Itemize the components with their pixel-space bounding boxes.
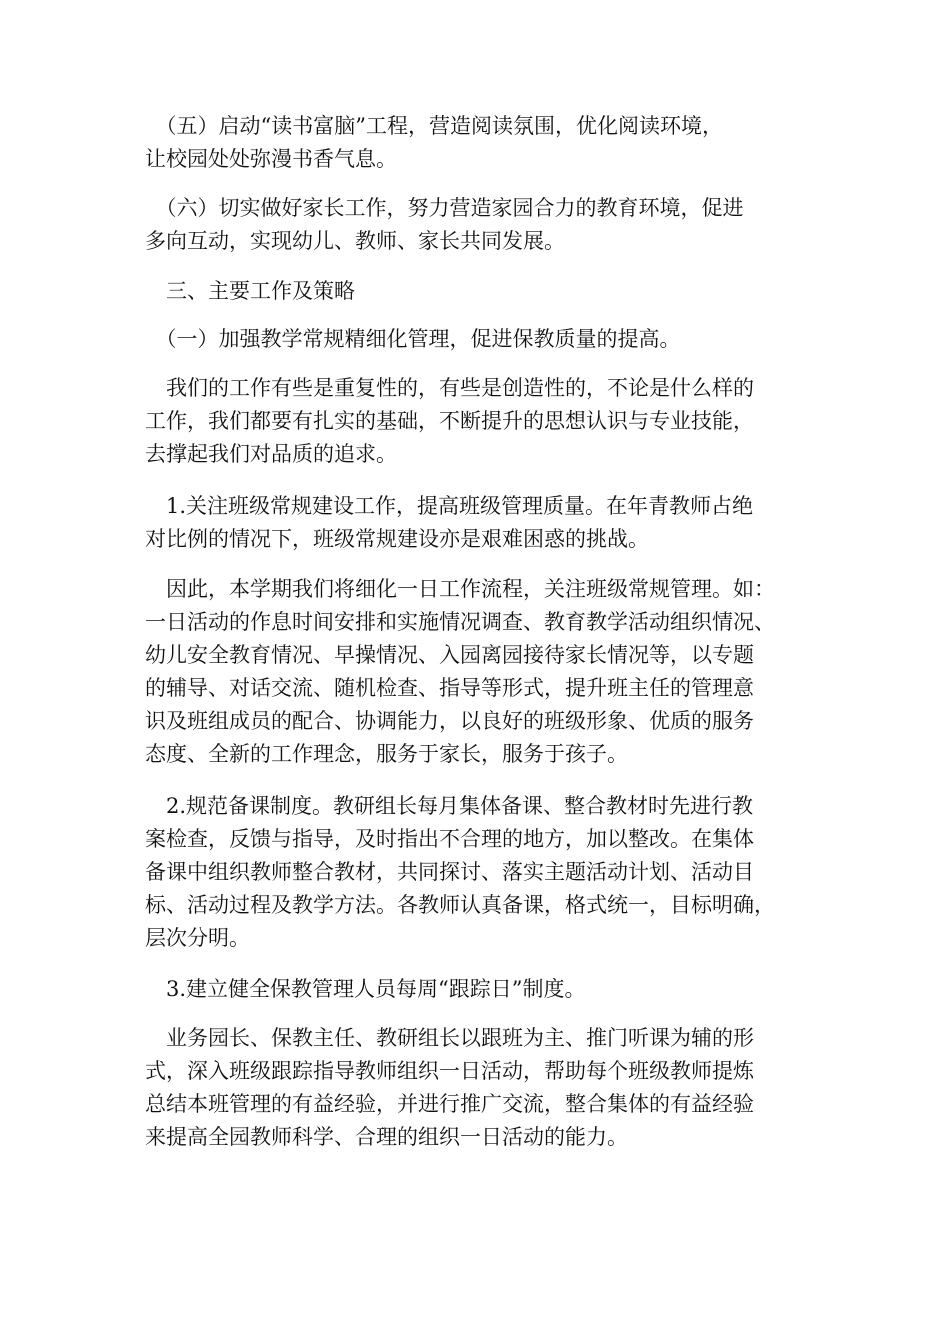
text-line: 2.规范备课制度。教研组长每月集体备课、整合教材时先进行教 — [145, 794, 754, 818]
paragraph-item-2 — [145, 790, 825, 955]
text-line: 一日活动的作息时间安排和实施情况调查、教育教学活动组织情况、 — [145, 610, 775, 634]
text-line: 层次分明。 — [145, 926, 250, 950]
text-line: 去撑起我们对品质的追求。 — [145, 442, 397, 466]
paragraph-work-nature — [145, 372, 825, 471]
paragraph-tracking-day — [145, 1022, 825, 1154]
text-line: 态度、全新的工作理念，服务于家长，服务于孩子。 — [145, 742, 628, 766]
paragraph-item-1 — [145, 490, 825, 556]
text-line: 对比例的情况下，班级常规建设亦是艰难困惑的挑战。 — [145, 527, 649, 551]
text-line: 1.关注班级常规建设工作，提高班级管理质量。在年青教师占绝 — [145, 494, 754, 518]
text-line: 的辅导、对话交流、随机检查、指导等形式，提升班主任的管理意 — [145, 676, 754, 700]
paragraph-parent-work — [145, 192, 825, 258]
text-line: 总结本班管理的有益经验，并进行推广交流，整合集体的有益经验 — [145, 1092, 754, 1116]
text-line: 识及班组成员的配合、协调能力，以良好的班级形象、优质的服务 — [145, 709, 754, 733]
paragraph-item-3 — [145, 973, 825, 1006]
text-line: （五）启动“读书富脑”工程，营造阅读氛围，优化阅读环境， — [145, 114, 723, 138]
text-line: 三、主要工作及策略 — [145, 279, 355, 303]
subheading-teaching-routine — [145, 323, 825, 356]
section-heading-main-work — [145, 275, 825, 308]
text-line: 让校园处处弥漫书香气息。 — [145, 147, 397, 171]
text-line: 因此，本学期我们将细化一日工作流程，关注班级常规管理。如： — [145, 577, 775, 601]
text-line: 式，深入班级跟踪指导教师组织一日活动，帮助每个班级教师提炼 — [145, 1059, 754, 1083]
text-line: 标、活动过程及教学方法。各教师认真备课，格式统一，目标明确， — [145, 893, 775, 917]
text-line: （一）加强教学常规精细化管理，促进保教质量的提高。 — [145, 327, 681, 351]
text-line: （六）切实做好家长工作，努力营造家园合力的教育环境，促进 — [145, 196, 744, 220]
text-line: 3.建立健全保教管理人员每周“跟踪日”制度。 — [145, 977, 586, 1001]
text-line: 工作，我们都要有扎实的基础，不断提升的思想认识与专业技能， — [145, 409, 754, 433]
paragraph-class-management — [145, 573, 825, 771]
text-line: 我们的工作有些是重复性的，有些是创造性的，不论是什么样的 — [145, 376, 754, 400]
text-line: 业务园长、保教主任、教研组长以跟班为主、推门听课为辅的形 — [145, 1026, 754, 1050]
text-line: 幼儿安全教育情况、早操情况、入园离园接待家长情况等，以专题 — [145, 643, 754, 667]
text-line: 来提高全园教师科学、合理的组织一日活动的能力。 — [145, 1125, 628, 1149]
paragraph-reading-project — [145, 110, 825, 176]
text-line: 备课中组织教师整合教材，共同探讨、落实主题活动计划、活动目 — [145, 860, 754, 884]
text-line: 多向互动，实现幼儿、教师、家长共同发展。 — [145, 229, 565, 253]
text-line: 案检查，反馈与指导，及时指出不合理的地方，加以整改。在集体 — [145, 827, 754, 851]
